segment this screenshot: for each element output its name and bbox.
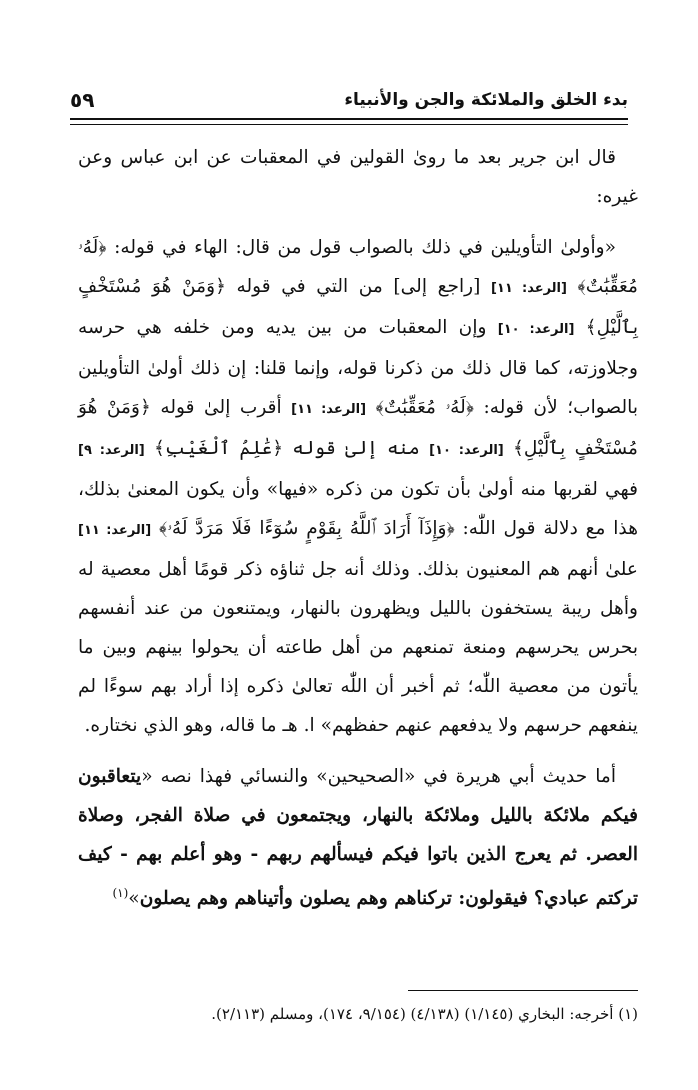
quran-verse: ﴿وَمَنْ هُوَ مُسْتَخْفٍ بِٱلَّيْلِ﴾ (78, 397, 638, 459)
text-span: علىٰ أنهم هم المعنيون بذلك. وذلك أنه جل ثناؤه ذكر قومًا أهل معصية له وأهل ريبة يستخفون بالليل ويظهرون بالنهار، ويمتنعون من عند أنفسهم بحرس يحرسهم ومنعة تمنعهم من أهل طاعته أن يحولوا بينهم وبين ما يأتون من معصية اللّٰه؛ ثم أخبر أن اللّٰه تعالىٰ ذكره إذا أراد بهم سوءًا لم ينفعهم حرسهم ولا يدفعهم عنهم حفظهم» ا. هـ ما قاله، وهو الذي نختاره. (78, 559, 638, 736)
running-title: بدء الخلق والملائكة والجن والأنبياء (344, 90, 628, 110)
text-span: منه إلىٰ قوله (283, 438, 430, 459)
page-header (70, 84, 628, 116)
quran-verse: ﴿وَمَنْ هُوَ مُسْتَخْفٍ بِٱلَّيْلِ﴾ (78, 276, 638, 338)
paragraph-hadith (78, 757, 638, 918)
quran-verse: ﴿لَهُۥ مُعَقِّبَٰتٌ﴾ (78, 237, 638, 297)
quran-verse: ﴿لَهُۥ مُعَقِّبَٰتٌ﴾ (375, 397, 475, 418)
text-span: » (128, 888, 140, 910)
text-span: وإن المعقبات من بين يديه ومن خلفه هي حرسه وجلاوزته، كما قال ذلك من ذكرنا قوله، وإنما قلنا: إن ذلك أولىٰ التأويلين بالصواب؛ لأن قوله: (78, 317, 639, 418)
main-text (78, 138, 638, 930)
footnote-rule (408, 990, 638, 991)
verse-reference: [الرعد: ٩] (78, 443, 145, 458)
quran-verse: ﴿وَإِذَآ أَرَادَ ٱللَّهُ بِقَوْمٍ سُوٓءًا فَلَا مَرَدَّ لَهُۥ﴾ (158, 518, 455, 539)
page-number: ٥٩ (70, 88, 95, 112)
verse-reference: [الرعد: ١١] (78, 523, 152, 538)
quran-verse: ﴿عَٰلِمُ ٱلْغَيْبِ﴾ (153, 438, 284, 459)
paragraph-quote (78, 228, 638, 745)
text-span: أقرب إلىٰ قوله (150, 397, 292, 418)
text-span: فهي لقربها منه أولىٰ بأن تكون من ذكره «فيها» وأن يكون المعنىٰ بذلك، هذا مع دلالة قول اللّٰه: (78, 479, 638, 539)
paragraph-intro: قال ابن جرير بعد ما روىٰ القولين في المعقبات عن ابن عباس وعن غيره: (78, 147, 638, 207)
verse-reference: [الرعد: ١٠] (497, 322, 575, 337)
text-span: [راجع إلى] من التي في قوله (225, 276, 491, 297)
footnote-marker[interactable]: (١) (112, 886, 129, 900)
text-span: «وأولىٰ التأويلين في ذلك بالصواب قول من قال: الهاء في قوله: (106, 237, 616, 258)
hadith-text: يتعاقبون فيكم ملائكة بالليل وملائكة بالنهار، ويجتمعون في صلاة الفجر، وصلاة العصر. ثم يعرج الذين باتوا فيكم فيسألهم ربهم - وهو أعلم بهم - كيف تركتم عبادي؟ فيقولون: تركناهم وهم يصلون وأتيناهم وهم يصلون (78, 766, 638, 910)
header-rule-thin (70, 124, 628, 125)
text-span: أما حديث أبي هريرة في «الصحيحين» والنسائي فهذا نصه « (141, 766, 616, 787)
verse-reference: [الرعد: ١١] (291, 402, 367, 417)
footnote: (١) أخرجه: البخاري (١/١٤٥) (٤/١٣٨) (٩/١٥٤، ١٧٤)، ومسلم (٢/١١٣). (211, 1005, 638, 1023)
verse-reference: [الرعد: ١٠] (429, 443, 504, 458)
header-rule (70, 118, 628, 120)
verse-reference: [الرعد: ١١] (490, 281, 567, 296)
